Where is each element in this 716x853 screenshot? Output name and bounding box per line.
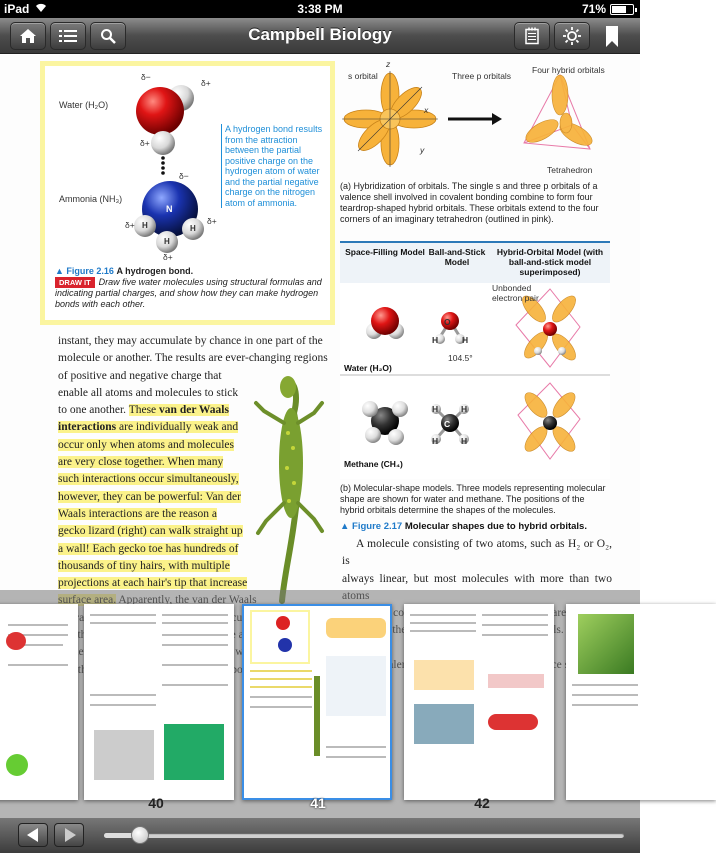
highlighted-text[interactable]: such interactions occur simultaneously, bbox=[58, 473, 239, 486]
water-hydrogen-atom-2 bbox=[151, 131, 175, 155]
four-hybrid-orbitals-label: Four hybrid orbitals bbox=[532, 65, 605, 75]
previous-page-button[interactable] bbox=[18, 823, 48, 847]
ammonia-label: Ammonia (NH₃) bbox=[59, 194, 123, 204]
bold-term: interactions bbox=[58, 421, 117, 434]
water-ball-stick-o-label: O bbox=[444, 317, 451, 327]
notes-button[interactable] bbox=[514, 22, 550, 50]
highlighted-text[interactable]: a wall! Each gecko toe has hundreds of bbox=[58, 542, 239, 555]
water-oxygen-delta-minus: δ− bbox=[141, 72, 151, 82]
top-toolbar bbox=[0, 18, 640, 54]
methane-ball-stick-c-label: C bbox=[444, 419, 451, 429]
figure-2-17b-caption: (b) Molecular-shape models. Three models representing molecular shape are shown for water and methane. The positions of the hybrid orbitals determine the shapes of the molecules. bbox=[340, 483, 606, 515]
x-axis-label: x bbox=[424, 105, 429, 115]
status-time: 3:38 PM bbox=[297, 2, 343, 16]
page-number-40: 40 bbox=[148, 795, 164, 811]
methane-ball-stick-h-label-1: H bbox=[432, 404, 439, 414]
figure-2-17-caption bbox=[340, 521, 587, 532]
brightness-icon bbox=[563, 27, 581, 45]
thumbnail-page-42[interactable] bbox=[404, 604, 554, 800]
text-line: of positive and negative charge that bbox=[58, 369, 222, 382]
water-oxygen-atom bbox=[136, 87, 184, 135]
carrier-label: iPad bbox=[4, 2, 30, 16]
bookmark-icon bbox=[605, 26, 619, 48]
page-slider-knob[interactable] bbox=[131, 826, 149, 844]
page-thumbnail-strip[interactable] bbox=[0, 590, 640, 818]
z-axis-label: z bbox=[386, 59, 391, 69]
highlighted-text[interactable]: Waals interactions are the reason a bbox=[58, 507, 218, 520]
book-page bbox=[0, 55, 640, 600]
page-number-42: 42 bbox=[474, 795, 490, 811]
figure-2-16-title: A hydrogen bond. bbox=[116, 266, 194, 276]
ammonia-h-label-1: H bbox=[142, 221, 148, 230]
column-hybrid-orbital: Hybrid-Orbital Model (with ball-and-stick model superimposed) bbox=[496, 247, 604, 277]
bookmark-button[interactable] bbox=[602, 24, 622, 50]
water-hydrogen-delta-plus: δ+ bbox=[201, 78, 211, 88]
bond-angle-label: 104.5° bbox=[448, 353, 473, 363]
s-orbital-label: s orbital bbox=[348, 71, 378, 81]
methane-ball-stick-h-label-4: H bbox=[461, 436, 468, 446]
ammonia-h-label-3: H bbox=[164, 237, 170, 246]
highlighted-text[interactable]: are very close together. When many bbox=[58, 456, 224, 469]
text-line: A molecule consisting of two atoms, such as H₂ or O₂, is bbox=[342, 538, 612, 568]
row-water-label: Water (H₂O) bbox=[344, 363, 392, 373]
figure-2-17-title: Molecular shapes due to hybrid orbitals. bbox=[404, 521, 587, 532]
text-line: molecule or another. The results are ever-changing regions bbox=[58, 352, 328, 365]
ammonia-h-label-2: H bbox=[190, 224, 196, 233]
text-run: are individually weak and bbox=[116, 421, 239, 434]
figure-2-16-caption bbox=[55, 266, 330, 310]
page-slider[interactable] bbox=[104, 833, 624, 838]
ammonia-hydrogen-delta-plus-3: δ+ bbox=[163, 252, 173, 262]
next-page-button[interactable] bbox=[54, 823, 84, 847]
text-line: instant, they may accumulate by chance in one part of the bbox=[58, 335, 323, 347]
bold-term: van der Waals bbox=[159, 404, 229, 417]
left-arrow-icon bbox=[27, 828, 39, 842]
gecko-image bbox=[248, 373, 328, 603]
y-axis-label: y bbox=[420, 145, 425, 155]
column-space-filling: Space-Filling Model bbox=[345, 247, 425, 257]
hydrogen-bond-dots bbox=[161, 156, 165, 175]
ammonia-hydrogen-delta-plus-2: δ+ bbox=[207, 216, 217, 226]
text-run: to one another. bbox=[58, 404, 129, 417]
row-methane-label: Methane (CH₄) bbox=[344, 459, 403, 469]
highlighted-text[interactable] bbox=[129, 404, 229, 416]
water-ball-stick-h-label-1: H bbox=[432, 335, 439, 345]
water-hydrogen-delta-plus-2: δ+ bbox=[140, 138, 150, 148]
molecule-models bbox=[340, 283, 610, 479]
bottom-toolbar bbox=[0, 818, 640, 853]
draw-it-text: Draw five water molecules using structural formulas and indicating partial charges, and show how they can make hydrogen bonds with each other. bbox=[55, 277, 322, 309]
figure-2-17-number: ▲ Figure 2.17 bbox=[340, 521, 403, 532]
water-label: Water (H₂O) bbox=[59, 100, 109, 110]
methane-ball-stick-h-label-3: H bbox=[432, 436, 439, 446]
highlighted-text[interactable]: occur only when atoms and molecules bbox=[58, 438, 234, 451]
figure-2-16 bbox=[40, 61, 335, 325]
tetrahedron-label: Tetrahedron bbox=[547, 165, 593, 175]
text-line: always linear, but most molecules with more than two bbox=[342, 572, 612, 585]
column-ball-and-stick: Ball-and-Stick Model bbox=[428, 247, 486, 267]
unbonded-pair-label: Unbonded electron pair bbox=[492, 283, 539, 303]
figure-2-16-number: ▲ Figure 2.16 bbox=[55, 266, 114, 276]
figure-2-17a-caption: (a) Hybridization of orbitals. The single s and three p orbitals of a valence shell involved in covalent bonding combine to form four teardrop-shaped hybrid orbitals. These orbitals extend to the four corners of an imaginary tetrahedron (outlined in pink). bbox=[340, 181, 599, 224]
nitrogen-atom-label: N bbox=[166, 204, 173, 214]
hydrogen-bond-illustration bbox=[45, 66, 225, 261]
thumbnail-page-40[interactable] bbox=[84, 604, 234, 800]
thumbnail-page-41[interactable] bbox=[242, 604, 392, 800]
text-line: enable all atoms and molecules to stick bbox=[58, 386, 239, 399]
highlighted-text[interactable]: thousands of tiny hairs, with multiple bbox=[58, 559, 230, 572]
methane-ball-stick-h-label-2: H bbox=[461, 404, 468, 414]
water-ball-stick-h-label-2: H bbox=[462, 335, 469, 345]
highlighted-text[interactable] bbox=[58, 421, 238, 433]
battery-percent: 71% bbox=[581, 2, 606, 16]
notepad-icon bbox=[525, 28, 539, 45]
draw-it-badge: DRAW IT bbox=[55, 277, 95, 288]
molecular-shape-table bbox=[340, 241, 610, 477]
highlighted-text[interactable]: projections at each hair's tip that increase bbox=[58, 577, 248, 590]
ammonia-hydrogen-delta-plus-1: δ+ bbox=[125, 220, 135, 230]
book-title: Campbell Biology bbox=[248, 25, 392, 44]
thumbnail-page-43[interactable] bbox=[566, 604, 716, 800]
highlighted-text[interactable]: gecko lizard (right) can walk straight up bbox=[58, 525, 243, 538]
battery-icon bbox=[610, 4, 634, 15]
page-number-41: 41 bbox=[310, 795, 326, 811]
hydrogen-bond-note: A hydrogen bond results from the attraction between the partial positive charge on the hydrogen atom of water and the partial negative charge on the nitrogen atom of ammonia. bbox=[221, 124, 329, 208]
right-arrow-icon bbox=[64, 828, 76, 842]
brightness-button[interactable] bbox=[554, 22, 590, 50]
thumbnail-page-39[interactable] bbox=[0, 604, 78, 800]
highlighted-text[interactable]: however, they can be powerful: Van der bbox=[58, 490, 241, 503]
text-run: These bbox=[128, 404, 160, 417]
ammonia-nitrogen-delta-minus: δ− bbox=[179, 171, 189, 181]
three-p-orbitals-label: Three p orbitals bbox=[452, 71, 512, 81]
status-bar bbox=[0, 0, 640, 18]
